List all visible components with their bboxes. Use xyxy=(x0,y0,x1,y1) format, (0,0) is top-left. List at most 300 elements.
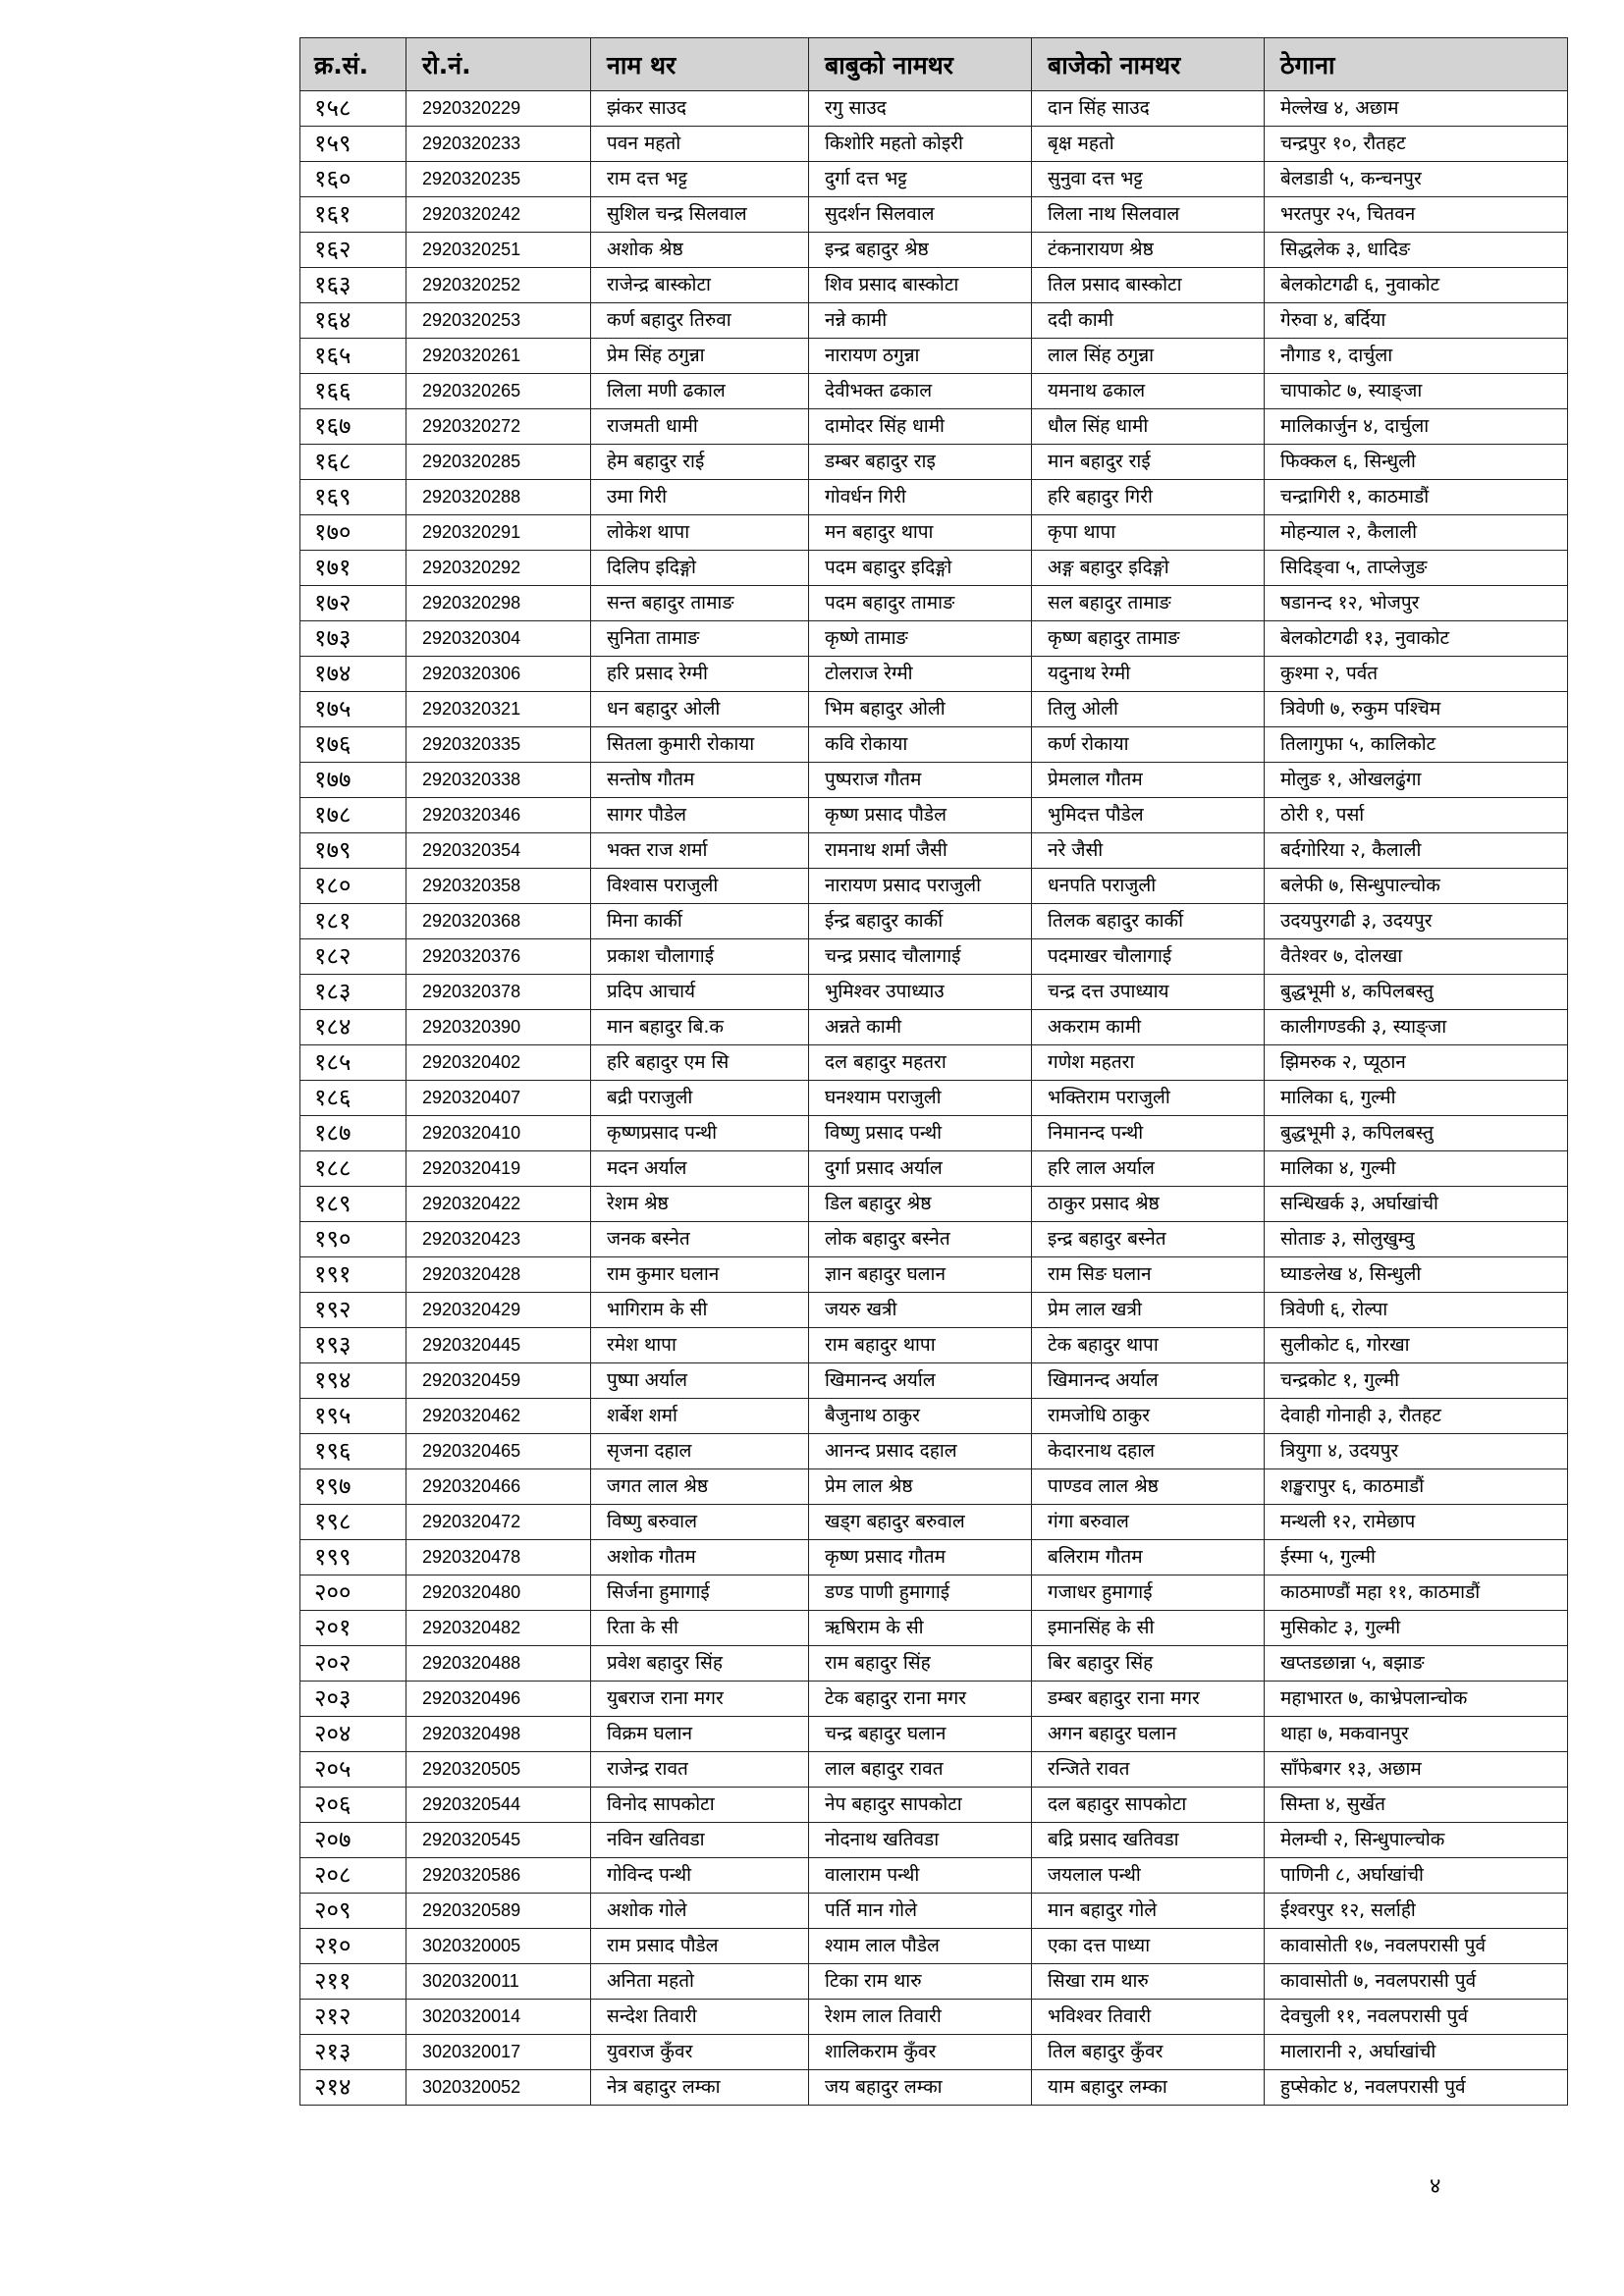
roll-number-cell: 2920320354 xyxy=(406,833,591,869)
father-name-cell: दल बहादुर महतरा xyxy=(809,1045,1032,1081)
father-name-cell: कृष्ण प्रसाद पौडेल xyxy=(809,798,1032,833)
roll-number-cell: 2920320358 xyxy=(406,869,591,904)
name-cell: अनिता महतो xyxy=(591,1964,809,2000)
address-cell: षडानन्द १२, भोजपुर xyxy=(1265,586,1568,621)
serial-number-cell: १७३ xyxy=(300,621,406,657)
father-name-cell: ऋषिराम के सी xyxy=(809,1611,1032,1646)
father-name-cell: नोदनाथ खतिवडा xyxy=(809,1823,1032,1858)
grandfather-name-cell: सिखा राम थारु xyxy=(1032,1964,1265,2000)
grandfather-name-cell: नरे जैसी xyxy=(1032,833,1265,869)
grandfather-name-cell: भक्तिराम पराजुली xyxy=(1032,1081,1265,1116)
grandfather-name-cell: यदुनाथ रेग्मी xyxy=(1032,657,1265,692)
address-cell: ठोरी १, पर्सा xyxy=(1265,798,1568,833)
serial-number-cell: १७९ xyxy=(300,833,406,869)
address-cell: चन्द्रकोट १, गुल्मी xyxy=(1265,1363,1568,1399)
father-name-cell: इन्द्र बहादुर श्रेष्ठ xyxy=(809,233,1032,268)
name-cell: प्रकाश चौलागाई xyxy=(591,939,809,975)
table-row xyxy=(300,233,1568,268)
grandfather-name-cell: यमनाथ ढकाल xyxy=(1032,374,1265,409)
name-cell: प्रदिप आचार्य xyxy=(591,975,809,1010)
address-cell: त्रिवेणी ७, रुकुम पश्चिम xyxy=(1265,692,1568,727)
address-cell: महाभारत ७, काभ्रेपलान्चोक xyxy=(1265,1682,1568,1717)
serial-number-cell: १६६ xyxy=(300,374,406,409)
grandfather-name-cell: इमानसिंह के सी xyxy=(1032,1611,1265,1646)
serial-number-cell: २१० xyxy=(300,1929,406,1964)
serial-number-cell: २०७ xyxy=(300,1823,406,1858)
grandfather-name-cell: तिल बहादुर कुँवर xyxy=(1032,2035,1265,2070)
name-cell: नेत्र बहादुर लम्का xyxy=(591,2070,809,2106)
address-cell: सुलीकोट ६, गोरखा xyxy=(1265,1328,1568,1363)
roll-number-cell: 2920320544 xyxy=(406,1788,591,1823)
name-cell: बद्री पराजुली xyxy=(591,1081,809,1116)
address-cell: मोहन्याल २, कैलाली xyxy=(1265,515,1568,551)
table-row xyxy=(300,1646,1568,1682)
address-cell: मन्थली १२, रामेछाप xyxy=(1265,1505,1568,1540)
address-cell: काठमाण्डौं महा ११, काठमाडौं xyxy=(1265,1575,1568,1611)
serial-number-cell: १८५ xyxy=(300,1045,406,1081)
table-row xyxy=(300,1187,1568,1222)
address-cell: सोताङ ३, सोलुखुम्वु xyxy=(1265,1222,1568,1257)
serial-number-cell: २०० xyxy=(300,1575,406,1611)
header-row xyxy=(300,38,1568,91)
table-row xyxy=(300,303,1568,339)
father-name-cell: लाल बहादुर रावत xyxy=(809,1752,1032,1788)
address-cell: पाणिनी ८, अर्घाखांची xyxy=(1265,1858,1568,1894)
roll-number-cell: 2920320422 xyxy=(406,1187,591,1222)
roll-number-cell: 2920320298 xyxy=(406,586,591,621)
name-cell: कर्ण बहादुर तिरुवा xyxy=(591,303,809,339)
serial-number-cell: १८६ xyxy=(300,1081,406,1116)
table-row xyxy=(300,833,1568,869)
grandfather-name-cell: खिमानन्द अर्याल xyxy=(1032,1363,1265,1399)
name-cell: राम कुमार घलान xyxy=(591,1257,809,1293)
serial-number-cell: २१३ xyxy=(300,2035,406,2070)
table-row xyxy=(300,2000,1568,2035)
grandfather-name-cell: हरि लाल अर्याल xyxy=(1032,1151,1265,1187)
applicant-list-table xyxy=(299,37,1568,2106)
father-name-cell: कृष्णे तामाङ xyxy=(809,621,1032,657)
roll-number-cell: 2920320459 xyxy=(406,1363,591,1399)
serial-number-cell: १९५ xyxy=(300,1399,406,1434)
name-cell: प्रेम सिंह ठगुन्ना xyxy=(591,339,809,374)
grandfather-name-cell: कृपा थापा xyxy=(1032,515,1265,551)
serial-number-cell: १९९ xyxy=(300,1540,406,1575)
serial-number-cell: १८४ xyxy=(300,1010,406,1045)
roll-number-cell: 2920320428 xyxy=(406,1257,591,1293)
father-name-cell: चन्द्र प्रसाद चौलागाई xyxy=(809,939,1032,975)
roll-number-cell: 2920320589 xyxy=(406,1894,591,1929)
father-name-cell: कृष्ण प्रसाद गौतम xyxy=(809,1540,1032,1575)
roll-number-cell: 2920320368 xyxy=(406,904,591,939)
table-row xyxy=(300,1151,1568,1187)
table-row xyxy=(300,1752,1568,1788)
name-cell: राजेन्द्र बास्कोटा xyxy=(591,268,809,303)
roll-number-cell: 2920320480 xyxy=(406,1575,591,1611)
roll-number-cell: 2920320472 xyxy=(406,1505,591,1540)
roll-number-cell: 2920320462 xyxy=(406,1399,591,1434)
roll-number-cell: 2920320505 xyxy=(406,1752,591,1788)
grandfather-name-cell: अगन बहादुर घलान xyxy=(1032,1717,1265,1752)
roll-number-cell: 3020320011 xyxy=(406,1964,591,2000)
address-cell: तिलागुफा ५, कालिकोट xyxy=(1265,727,1568,763)
grandfather-name-cell: राम सिङ घलान xyxy=(1032,1257,1265,1293)
grandfather-name-cell: दान सिंह साउद xyxy=(1032,91,1265,127)
address-cell: बर्दगोरिया २, कैलाली xyxy=(1265,833,1568,869)
roll-number-cell: 2920320482 xyxy=(406,1611,591,1646)
name-cell: राम दत्त भट्ट xyxy=(591,162,809,197)
table-row xyxy=(300,1717,1568,1752)
serial-number-cell: १६२ xyxy=(300,233,406,268)
father-name-cell: पर्ति मान गोले xyxy=(809,1894,1032,1929)
name-cell: युवराज कुँवर xyxy=(591,2035,809,2070)
roll-number-cell: 2920320465 xyxy=(406,1434,591,1469)
address-cell: बुद्धभूमी ४, कपिलबस्तु xyxy=(1265,975,1568,1010)
address-cell: गेरुवा ४, बर्दिया xyxy=(1265,303,1568,339)
grandfather-name-cell: निमानन्द पन्थी xyxy=(1032,1116,1265,1151)
serial-number-cell: १७० xyxy=(300,515,406,551)
father-name-cell: टिका राम थारु xyxy=(809,1964,1032,2000)
address-cell: मालारानी २, अर्घाखांची xyxy=(1265,2035,1568,2070)
serial-number-cell: १६५ xyxy=(300,339,406,374)
father-name-cell: रगु साउद xyxy=(809,91,1032,127)
serial-number-cell: १९३ xyxy=(300,1328,406,1363)
serial-number-cell: १६४ xyxy=(300,303,406,339)
father-name-cell: पदम बहादुर इदिङ्गो xyxy=(809,551,1032,586)
table-body xyxy=(300,91,1568,2106)
serial-number-cell: १८३ xyxy=(300,975,406,1010)
name-cell: पवन महतो xyxy=(591,127,809,162)
grandfather-name-cell: डम्बर बहादुर राना मगर xyxy=(1032,1682,1265,1717)
father-name-cell: राम बहादुर थापा xyxy=(809,1328,1032,1363)
name-cell: राजमती धामी xyxy=(591,409,809,445)
roll-number-cell: 2920320272 xyxy=(406,409,591,445)
grandfather-name-cell: तिलक बहादुर कार्की xyxy=(1032,904,1265,939)
roll-number-cell: 3020320014 xyxy=(406,2000,591,2035)
serial-number-cell: २१४ xyxy=(300,2070,406,2106)
grandfather-name-cell: बद्रि प्रसाद खतिवडा xyxy=(1032,1823,1265,1858)
roll-number-cell: 3020320005 xyxy=(406,1929,591,1964)
address-cell: सिम्ता ४, सुर्खेत xyxy=(1265,1788,1568,1823)
grandfather-name-cell: प्रेम लाल खत्री xyxy=(1032,1293,1265,1328)
serial-number-cell: १७२ xyxy=(300,586,406,621)
father-name-cell: खिमानन्द अर्याल xyxy=(809,1363,1032,1399)
serial-number-cell: १९१ xyxy=(300,1257,406,1293)
table-row xyxy=(300,1293,1568,1328)
address-cell: वैतेश्वर ७, दोलखा xyxy=(1265,939,1568,975)
table-row xyxy=(300,657,1568,692)
serial-number-cell: २११ xyxy=(300,1964,406,2000)
name-cell: अशोक गोले xyxy=(591,1894,809,1929)
serial-number-cell: १७४ xyxy=(300,657,406,692)
address-cell: शङ्खरापुर ६, काठमाडौं xyxy=(1265,1469,1568,1505)
roll-number-cell: 2920320304 xyxy=(406,621,591,657)
grandfather-name-cell: कृष्ण बहादुर तामाङ xyxy=(1032,621,1265,657)
father-name-cell: खड्ग बहादुर बरुवाल xyxy=(809,1505,1032,1540)
serial-number-cell: १७७ xyxy=(300,763,406,798)
name-cell: रिता के सी xyxy=(591,1611,809,1646)
roll-number-cell: 2920320288 xyxy=(406,480,591,515)
address-cell: मेलम्ची २, सिन्धुपाल्चोक xyxy=(1265,1823,1568,1858)
father-name-cell: चन्द्र बहादुर घलान xyxy=(809,1717,1032,1752)
table-row xyxy=(300,268,1568,303)
grandfather-name-cell: रन्जिते रावत xyxy=(1032,1752,1265,1788)
father-name-cell: पदम बहादुर तामाङ xyxy=(809,586,1032,621)
address-cell: बलेफी ७, सिन्धुपाल्चोक xyxy=(1265,869,1568,904)
address-cell: ईस्मा ५, गुल्मी xyxy=(1265,1540,1568,1575)
name-cell: सन्देश तिवारी xyxy=(591,2000,809,2035)
address-cell: भरतपुर २५, चितवन xyxy=(1265,197,1568,233)
roll-number-cell: 2920320261 xyxy=(406,339,591,374)
grandfather-name-cell: पाण्डव लाल श्रेष्ठ xyxy=(1032,1469,1265,1505)
father-name-cell: नारायण प्रसाद पराजुली xyxy=(809,869,1032,904)
grandfather-name-cell: इन्द्र बहादुर बस्नेत xyxy=(1032,1222,1265,1257)
serial-number-cell: १७८ xyxy=(300,798,406,833)
father-name-cell: नारायण ठगुन्ना xyxy=(809,339,1032,374)
table-row xyxy=(300,939,1568,975)
grandfather-name-cell: टंकनारायण श्रेष्ठ xyxy=(1032,233,1265,268)
header-grandfather-name: बाजेको नामथर xyxy=(1032,38,1265,91)
header-roll-number: रो.नं. xyxy=(406,38,591,91)
grandfather-name-cell: धौल सिंह धामी xyxy=(1032,409,1265,445)
grandfather-name-cell: भविश्वर तिवारी xyxy=(1032,2000,1265,2035)
serial-number-cell: २०२ xyxy=(300,1646,406,1682)
table-row xyxy=(300,339,1568,374)
roll-number-cell: 2920320423 xyxy=(406,1222,591,1257)
name-cell: सिर्जना हुमागाई xyxy=(591,1575,809,1611)
father-name-cell: डम्बर बहादुर राइ xyxy=(809,445,1032,480)
grandfather-name-cell: चन्द्र दत्त उपाध्याय xyxy=(1032,975,1265,1010)
table-row xyxy=(300,1788,1568,1823)
serial-number-cell: १६१ xyxy=(300,197,406,233)
serial-number-cell: २०४ xyxy=(300,1717,406,1752)
grandfather-name-cell: ददी कामी xyxy=(1032,303,1265,339)
table-row xyxy=(300,1116,1568,1151)
name-cell: जगत लाल श्रेष्ठ xyxy=(591,1469,809,1505)
roll-number-cell: 2920320242 xyxy=(406,197,591,233)
address-cell: चापाकोट ७, स्याङ्जा xyxy=(1265,374,1568,409)
name-cell: झंकर साउद xyxy=(591,91,809,127)
roll-number-cell: 2920320229 xyxy=(406,91,591,127)
roll-number-cell: 2920320346 xyxy=(406,798,591,833)
roll-number-cell: 2920320586 xyxy=(406,1858,591,1894)
serial-number-cell: १९४ xyxy=(300,1363,406,1399)
name-cell: मदन अर्याल xyxy=(591,1151,809,1187)
grandfather-name-cell: तिल प्रसाद बास्कोटा xyxy=(1032,268,1265,303)
roll-number-cell: 2920320419 xyxy=(406,1151,591,1187)
serial-number-cell: १९० xyxy=(300,1222,406,1257)
name-cell: सृजना दहाल xyxy=(591,1434,809,1469)
father-name-cell: विष्णु प्रसाद पन्थी xyxy=(809,1116,1032,1151)
father-name-cell: लोक बहादुर बस्नेत xyxy=(809,1222,1032,1257)
table-row xyxy=(300,1010,1568,1045)
roll-number-cell: 2920320252 xyxy=(406,268,591,303)
name-cell: अशोक श्रेष्ठ xyxy=(591,233,809,268)
grandfather-name-cell: गणेश महतरा xyxy=(1032,1045,1265,1081)
serial-number-cell: १७५ xyxy=(300,692,406,727)
grandfather-name-cell: एका दत्त पाध्या xyxy=(1032,1929,1265,1964)
father-name-cell: भुमिश्वर उपाध्याउ xyxy=(809,975,1032,1010)
table-row xyxy=(300,1540,1568,1575)
table-header xyxy=(300,38,1568,91)
father-name-cell: कवि रोकाया xyxy=(809,727,1032,763)
table-row xyxy=(300,586,1568,621)
serial-number-cell: १६९ xyxy=(300,480,406,515)
table-row xyxy=(300,445,1568,480)
address-cell: त्रियुगा ४, उदयपुर xyxy=(1265,1434,1568,1469)
serial-number-cell: १९७ xyxy=(300,1469,406,1505)
roll-number-cell: 2920320285 xyxy=(406,445,591,480)
table-row xyxy=(300,162,1568,197)
father-name-cell: टोलराज रेग्मी xyxy=(809,657,1032,692)
name-cell: सन्त बहादुर तामाङ xyxy=(591,586,809,621)
table-row xyxy=(300,1434,1568,1469)
serial-number-cell: २०९ xyxy=(300,1894,406,1929)
name-cell: जनक बस्नेत xyxy=(591,1222,809,1257)
table-row xyxy=(300,1363,1568,1399)
roll-number-cell: 2920320466 xyxy=(406,1469,591,1505)
serial-number-cell: १७६ xyxy=(300,727,406,763)
name-cell: युबराज राना मगर xyxy=(591,1682,809,1717)
table-row xyxy=(300,1682,1568,1717)
serial-number-cell: १८८ xyxy=(300,1151,406,1187)
grandfather-name-cell: टेक बहादुर थापा xyxy=(1032,1328,1265,1363)
page-number: ४ xyxy=(1430,2174,1441,2199)
serial-number-cell: २०१ xyxy=(300,1611,406,1646)
address-cell: मालिकार्जुन ४, दार्चुला xyxy=(1265,409,1568,445)
roll-number-cell: 2920320545 xyxy=(406,1823,591,1858)
table-row xyxy=(300,551,1568,586)
roll-number-cell: 2920320445 xyxy=(406,1328,591,1363)
father-name-cell: रेशम लाल तिवारी xyxy=(809,2000,1032,2035)
father-name-cell: दुर्गा प्रसाद अर्याल xyxy=(809,1151,1032,1187)
serial-number-cell: १८७ xyxy=(300,1116,406,1151)
table-row xyxy=(300,1858,1568,1894)
serial-number-cell: १८२ xyxy=(300,939,406,975)
grandfather-name-cell: गंगा बरुवाल xyxy=(1032,1505,1265,1540)
serial-number-cell: १९६ xyxy=(300,1434,406,1469)
address-cell: सन्धिखर्क ३, अर्घाखांची xyxy=(1265,1187,1568,1222)
name-cell: शर्बेश शर्मा xyxy=(591,1399,809,1434)
address-cell: मालिका ४, गुल्मी xyxy=(1265,1151,1568,1187)
address-cell: बुद्धभूमी ३, कपिलबस्तु xyxy=(1265,1116,1568,1151)
address-cell: चन्द्रागिरी १, काठमाडौं xyxy=(1265,480,1568,515)
address-cell: बेलकोटगढी ६, नुवाकोट xyxy=(1265,268,1568,303)
header-father-name: बाबुको नामथर xyxy=(809,38,1032,91)
serial-number-cell: २०५ xyxy=(300,1752,406,1788)
roll-number-cell: 2920320251 xyxy=(406,233,591,268)
father-name-cell: जय बहादुर लम्का xyxy=(809,2070,1032,2106)
name-cell: अशोक गौतम xyxy=(591,1540,809,1575)
grandfather-name-cell: लिला नाथ सिलवाल xyxy=(1032,197,1265,233)
address-cell: कालीगण्डकी ३, स्याङ्जा xyxy=(1265,1010,1568,1045)
grandfather-name-cell: कर्ण रोकाया xyxy=(1032,727,1265,763)
name-cell: विश्वास पराजुली xyxy=(591,869,809,904)
serial-number-cell: २१२ xyxy=(300,2000,406,2035)
roll-number-cell: 2920320306 xyxy=(406,657,591,692)
address-cell: बेलडाडी ५, कन्चनपुर xyxy=(1265,162,1568,197)
father-name-cell: घनश्याम पराजुली xyxy=(809,1081,1032,1116)
name-cell: सुशिल चन्द्र सिलवाल xyxy=(591,197,809,233)
roll-number-cell: 2920320253 xyxy=(406,303,591,339)
table-row xyxy=(300,515,1568,551)
table-row xyxy=(300,904,1568,939)
name-cell: सागर पौडेल xyxy=(591,798,809,833)
address-cell: थाहा ७, मकवानपुर xyxy=(1265,1717,1568,1752)
grandfather-name-cell: जयलाल पन्थी xyxy=(1032,1858,1265,1894)
table-row xyxy=(300,1257,1568,1293)
serial-number-cell: २०३ xyxy=(300,1682,406,1717)
roll-number-cell: 2920320429 xyxy=(406,1293,591,1328)
table-row xyxy=(300,480,1568,515)
address-cell: झिमरुक २, प्यूठान xyxy=(1265,1045,1568,1081)
table-row xyxy=(300,869,1568,904)
name-cell: भक्त राज शर्मा xyxy=(591,833,809,869)
father-name-cell: जयरु खत्री xyxy=(809,1293,1032,1328)
grandfather-name-cell: भुमिदत्त पौडेल xyxy=(1032,798,1265,833)
grandfather-name-cell: मान बहादुर गोले xyxy=(1032,1894,1265,1929)
table-row xyxy=(300,374,1568,409)
table-row xyxy=(300,2035,1568,2070)
serial-number-cell: १८१ xyxy=(300,904,406,939)
roll-number-cell: 3020320017 xyxy=(406,2035,591,2070)
father-name-cell: पुष्पराज गौतम xyxy=(809,763,1032,798)
father-name-cell: श्याम लाल पौडेल xyxy=(809,1929,1032,1964)
father-name-cell: टेक बहादुर राना मगर xyxy=(809,1682,1032,1717)
roll-number-cell: 2920320488 xyxy=(406,1646,591,1682)
serial-number-cell: २०८ xyxy=(300,1858,406,1894)
name-cell: कृष्णप्रसाद पन्थी xyxy=(591,1116,809,1151)
roll-number-cell: 2920320291 xyxy=(406,515,591,551)
grandfather-name-cell: सुनुवा दत्त भट्ट xyxy=(1032,162,1265,197)
name-cell: विनोद सापकोटा xyxy=(591,1788,809,1823)
roll-number-cell: 2920320478 xyxy=(406,1540,591,1575)
serial-number-cell: १५९ xyxy=(300,127,406,162)
serial-number-cell: १६८ xyxy=(300,445,406,480)
name-cell: हरि प्रसाद रेग्मी xyxy=(591,657,809,692)
table-row xyxy=(300,975,1568,1010)
grandfather-name-cell: दल बहादुर सापकोटा xyxy=(1032,1788,1265,1823)
father-name-cell: देवीभक्त ढकाल xyxy=(809,374,1032,409)
grandfather-name-cell: तिलु ओली xyxy=(1032,692,1265,727)
roll-number-cell: 2920320338 xyxy=(406,763,591,798)
header-address: ठेगाना xyxy=(1265,38,1568,91)
name-cell: रेशम श्रेष्ठ xyxy=(591,1187,809,1222)
serial-number-cell: १६७ xyxy=(300,409,406,445)
name-cell: भागिराम के सी xyxy=(591,1293,809,1328)
father-name-cell: डण्ड पाणी हुमागाई xyxy=(809,1575,1032,1611)
grandfather-name-cell: हरि बहादुर गिरी xyxy=(1032,480,1265,515)
name-cell: हेम बहादुर राई xyxy=(591,445,809,480)
table-row xyxy=(300,1964,1568,2000)
name-cell: लोकेश थापा xyxy=(591,515,809,551)
serial-number-cell: १५८ xyxy=(300,91,406,127)
roll-number-cell: 2920320390 xyxy=(406,1010,591,1045)
name-cell: राम प्रसाद पौडेल xyxy=(591,1929,809,1964)
grandfather-name-cell: अकराम कामी xyxy=(1032,1010,1265,1045)
address-cell: कुश्मा २, पर्वत xyxy=(1265,657,1568,692)
father-name-cell: दुर्गा दत्त भट्ट xyxy=(809,162,1032,197)
table-row xyxy=(300,1894,1568,1929)
grandfather-name-cell: गजाधर हुमागाई xyxy=(1032,1575,1265,1611)
father-name-cell: वालाराम पन्थी xyxy=(809,1858,1032,1894)
table-row xyxy=(300,197,1568,233)
roll-number-cell: 2920320378 xyxy=(406,975,591,1010)
address-cell: खप्तडछान्ना ५, बझाङ xyxy=(1265,1646,1568,1682)
table-row xyxy=(300,621,1568,657)
table-row xyxy=(300,91,1568,127)
name-cell: धन बहादुर ओली xyxy=(591,692,809,727)
serial-number-cell: १८९ xyxy=(300,1187,406,1222)
